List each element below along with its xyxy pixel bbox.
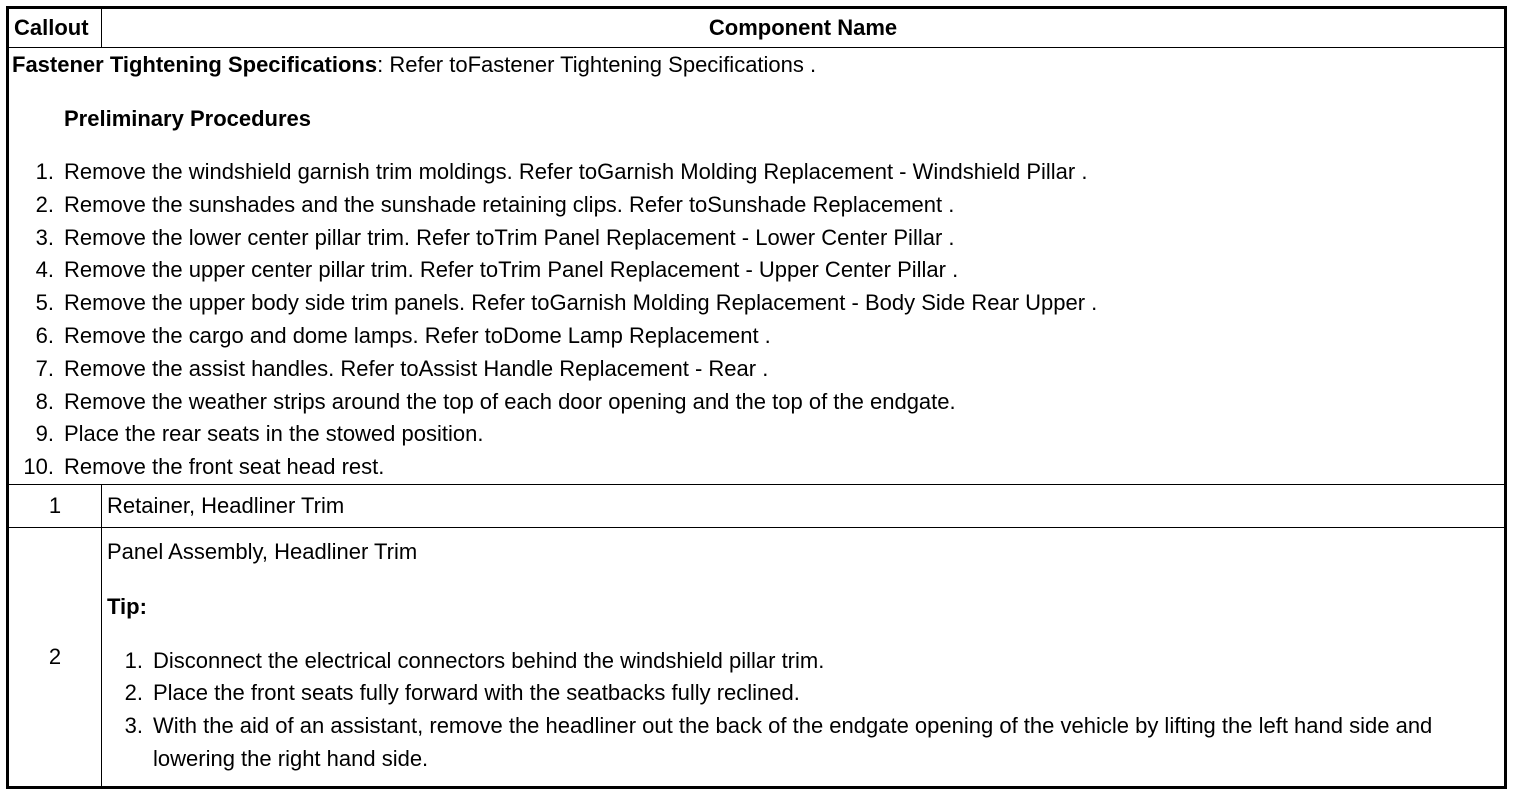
step-number: 3. (35, 224, 54, 250)
step-number: 9. (35, 421, 54, 447)
tip-steps-list (107, 645, 1504, 776)
list-item (9, 353, 1504, 386)
list-item (9, 320, 1504, 353)
fastener-spec-label: Fastener Tightening Specifications (12, 52, 378, 77)
tip-number: 2. (124, 680, 143, 706)
step-text: Remove the weather strips around the top of each door opening and the top of the endgate. (64, 388, 956, 414)
tip-number: 1. (124, 647, 143, 673)
list-item (9, 386, 1504, 419)
step-text: Remove the upper center pillar trim. Refer toTrim Panel Replacement - Upper Center Pillar . (64, 257, 959, 283)
callout-column-header: Callout (8, 8, 102, 48)
callout-number: 2 (8, 527, 102, 787)
tip-text: Place the front seats fully forward with the seatbacks fully reclined. (153, 680, 800, 706)
tip-number: 3. (124, 713, 143, 739)
table-row (8, 527, 1506, 787)
list-item (107, 677, 1504, 710)
list-item (107, 710, 1504, 776)
list-item (9, 254, 1504, 287)
tip-text: With the aid of an assistant, remove the headliner out the back of the endgate opening of the vehicle by lifting the left hand side and lowering the right hand side. (153, 713, 1433, 771)
list-item (107, 645, 1504, 678)
table-row (8, 484, 1506, 527)
step-text: Remove the assist handles. Refer toAssist Handle Replacement - Rear . (64, 355, 769, 381)
step-number: 10. (23, 454, 54, 480)
preliminary-steps-list (9, 156, 1504, 484)
fastener-spec-line (9, 48, 1504, 81)
step-text: Place the rear seats in the stowed position. (64, 421, 484, 447)
list-item (9, 451, 1504, 484)
list-item (9, 287, 1504, 320)
table-header-row (8, 8, 1506, 48)
step-number: 2. (35, 191, 54, 217)
component-name-column-header: Component Name (102, 8, 1506, 48)
tip-title: Tip: (107, 593, 147, 619)
preliminary-procedures-title: Preliminary Procedures (64, 106, 312, 131)
component-name: Retainer, Headliner Trim (102, 484, 1506, 527)
list-item (9, 222, 1504, 255)
step-number: 1. (35, 159, 54, 184)
step-text: Remove the upper body side trim panels. Refer toGarnish Molding Replacement - Body Side Rear Upper . (64, 290, 1098, 316)
step-text: Remove the sunshades and the sunshade retaining clips. Refer toSunshade Replacement . (64, 191, 955, 217)
step-number: 5. (35, 290, 54, 316)
step-text: Remove the lower center pillar trim. Refer toTrim Panel Replacement - Lower Center Pillar . (64, 224, 955, 250)
step-number: 8. (35, 388, 54, 414)
list-item (9, 156, 1504, 189)
step-text: Remove the front seat head rest. (64, 454, 385, 480)
fastener-spec-text: : Refer toFastener Tightening Specifications . (377, 52, 817, 77)
step-number: 4. (35, 257, 54, 283)
specifications-cell (8, 48, 1506, 485)
step-text: Remove the cargo and dome lamps. Refer toDome Lamp Replacement . (64, 322, 771, 348)
tip-text: Disconnect the electrical connectors behind the windshield pillar trim. (153, 647, 825, 673)
step-number: 6. (35, 322, 54, 348)
component-name: Panel Assembly, Headliner Trim (107, 538, 418, 564)
callout-number: 1 (8, 484, 102, 527)
list-item (9, 189, 1504, 222)
step-text: Remove the windshield garnish trim moldings. Refer toGarnish Molding Replacement - Windshield Pillar . (64, 159, 1088, 184)
component-detail-cell (102, 527, 1506, 787)
list-item (9, 418, 1504, 451)
specifications-row (8, 48, 1506, 485)
step-number: 7. (35, 355, 54, 381)
component-table (6, 6, 1507, 789)
